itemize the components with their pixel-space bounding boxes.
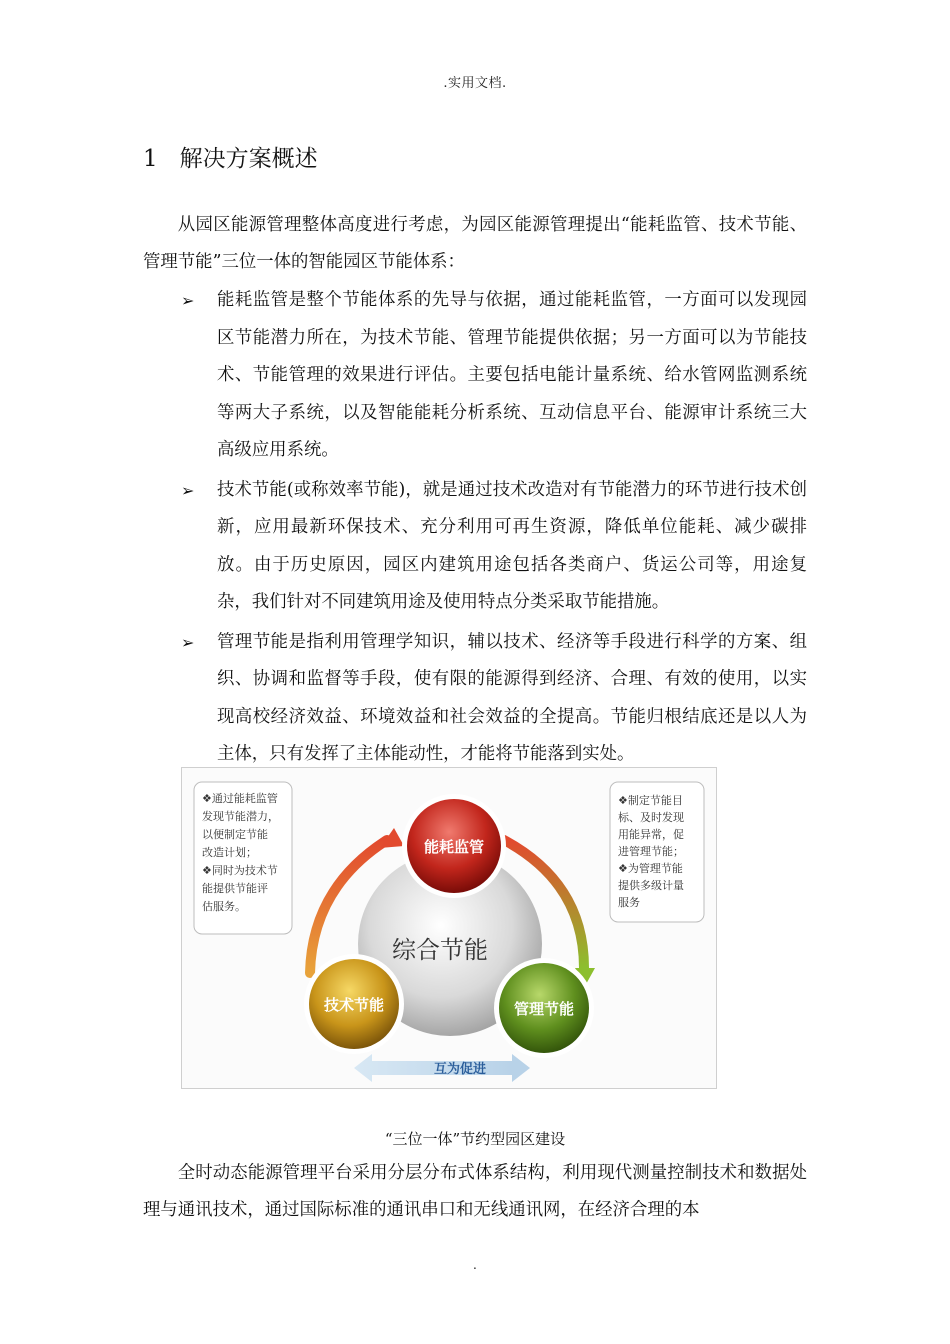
- left-note-box: [194, 782, 292, 934]
- arrow-bullet-icon: ➢: [181, 632, 195, 652]
- energy-diagram: [181, 767, 717, 1089]
- arrow-bullet-icon: ➢: [181, 291, 195, 310]
- center-label: 综合节能: [392, 936, 488, 964]
- bottom-arrow: [354, 1054, 530, 1082]
- bullet-item: [143, 472, 807, 622]
- bullet-text: 管理节能是指利用管理学知识，辅以技术、经济等手段进行科学的方案、组织、协调和监督等手段，使有限的能源得到经济、合理、有效的使用，以实现高校经济效益、环境效益和社会效益的全提高。节能归根结底还是以人为主体，只有发挥了主体能动性，才能将节能落到实处。: [217, 631, 807, 764]
- right-note-box: [610, 782, 704, 922]
- page-header: .实用文档.: [443, 76, 507, 91]
- figure-caption: “三位一体”节约型园区建设: [384, 1130, 566, 1148]
- section-number: 1: [143, 146, 158, 172]
- bullet-item: [143, 624, 807, 774]
- right-circle-label: 管理节能: [513, 1000, 575, 1018]
- body-paragraph: 全时动态能源管理平台采用分层分布式体系结构，利用现代测量控制技术和数据处理与通讯技术，通过国际标准的通讯串口和无线通讯网，在经济合理的本: [143, 1163, 807, 1220]
- section-heading: [143, 140, 318, 173]
- top-circle: [402, 794, 506, 898]
- bullet-text: 技术节能(或称效率节能)，就是通过技术改造对有节能潜力的环节进行技术创新，应用最新环保技术、充分利用可再生资源，降低单位能耗、减少碳排放。由于历史原因，园区内建筑用途包括各类商户、货运公司等，用途复杂，我们针对不同建筑用途及使用特点分类采取节能措施。: [217, 479, 807, 612]
- note-line: 服务: [618, 896, 640, 909]
- note-line: ❖为管理节能: [618, 862, 683, 875]
- note-line: 标、及时发现: [618, 811, 684, 824]
- bullet-item: [143, 282, 807, 470]
- arrow-bullet-icon: ➢: [181, 480, 195, 500]
- intro-paragraph: 从园区能源管理整体高度进行考虑，为园区能源管理提出“能耗监管、技术节能、管理节能”三位一体的智能园区节能体系：: [143, 215, 807, 272]
- note-line: 估服务。: [202, 900, 246, 913]
- left-circle: [304, 954, 404, 1054]
- bottom-arrow-label: 互为促进: [433, 1062, 487, 1077]
- note-line: 能提供节能评: [202, 882, 268, 895]
- right-note-text: [618, 793, 684, 909]
- note-line: ❖制定节能目: [618, 794, 683, 807]
- top-circle-label: 能耗监管: [423, 838, 485, 856]
- left-circle-label: 技术节能: [323, 996, 385, 1014]
- note-line: ❖通过能耗监管: [202, 792, 278, 805]
- note-line: 以便制定节能: [202, 828, 268, 841]
- bullet-text: 能耗监管是整个节能体系的先导与依据，通过能耗监管，一方面可以发现园区节能潜力所在，为技术节能、管理节能提供依据；另一方面可以为节能技术、节能管理的效果进行评估。主要包括电能计量系统、给水管网监测系统等两大子系统，以及智能能耗分析系统、互动信息平台、能源审计系统三大高级应用系统。: [217, 290, 807, 460]
- note-line: 用能异常，促: [618, 828, 684, 841]
- bullet-list: [143, 282, 807, 776]
- note-line: ❖同时为技术节: [202, 864, 278, 877]
- note-line: 发现节能潜力，: [202, 810, 279, 823]
- note-line: 进管理节能；: [618, 845, 684, 858]
- note-line: 提供多级计量: [618, 879, 684, 892]
- right-circle: [494, 958, 594, 1058]
- note-line: 改造计划；: [202, 846, 257, 859]
- section-title: 解决方案概述: [179, 146, 318, 172]
- page-footer: .: [473, 1258, 477, 1272]
